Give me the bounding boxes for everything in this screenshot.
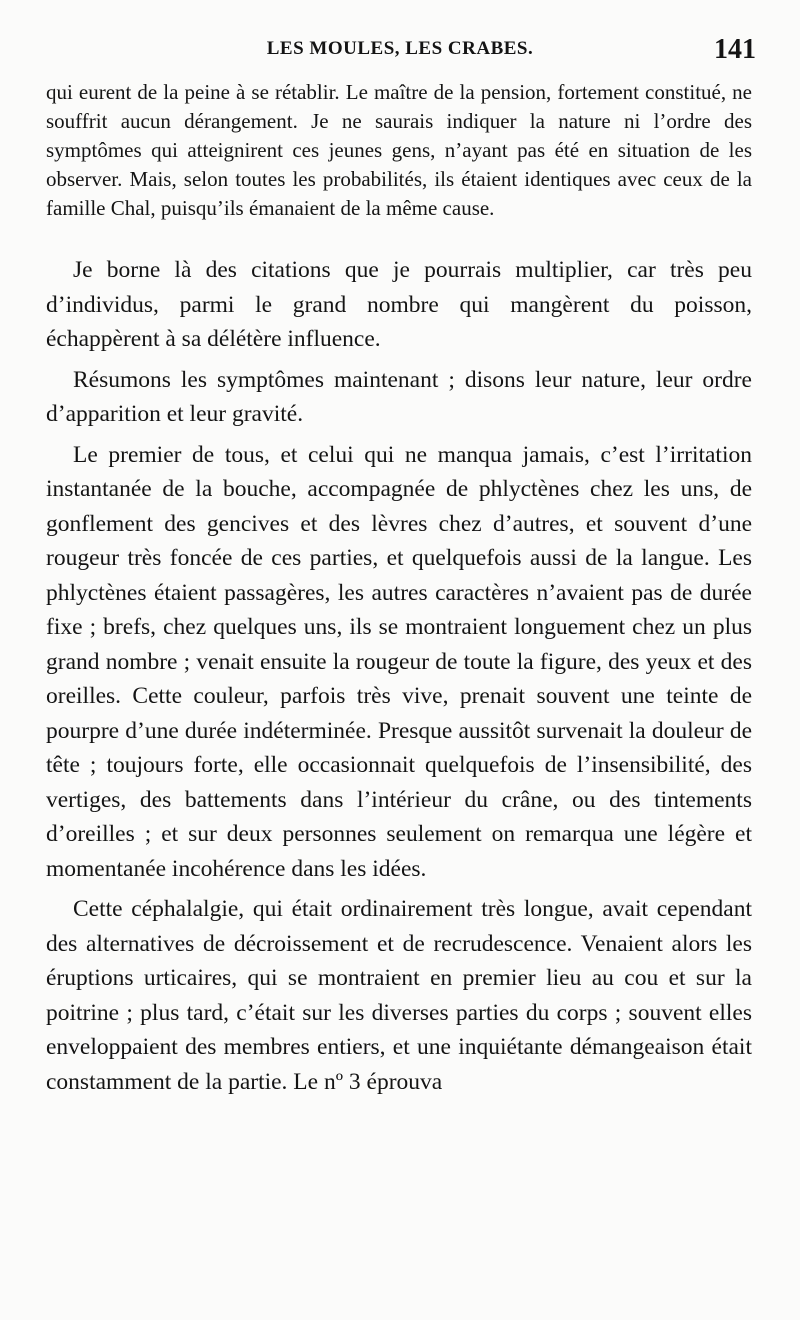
body-text [46,78,752,1099]
paragraph: Je borne là des citations que je pourrais multiplier, car très peu d’individus, parmi le grand nombre qui mangèrent du poisson, échappèrent à sa délétère influence. [46,257,752,352]
running-title: LES MOULES, LES CRABES. [266,38,534,59]
paragraph: Cette céphalalgie, qui était ordinairement très longue, avait cependant des alternatives de décroissement et de recrudescence. Venaient alors les éruptions urticaires, qui se montraient en premier lieu au cou et sur la poitrine ; plus tard, c’était sur les diverses parties du corps ; souvent elles enveloppaient des membres entiers, et une inquiétante démangeaison était constamment de la partie. Le nº 3 éprouva [46,896,752,1095]
paragraph: Résumons les symptômes maintenant ; disons leur nature, leur ordre d’apparition et leur gravité. [46,366,752,427]
paragraph: Le premier de tous, et celui qui ne manqua jamais, c’est l’irritation instantanée de la bouche, accompagnée de phlyctènes chez les uns, de gonflement des gencives et des lèvres chez d’autres, et souvent d’une rougeur très foncée de ces parties, et quelquefois aussi de la langue. Les phlyctènes étaient passagères, les autres caractères n’avaient pas de durée fixe ; brefs, chez quelques uns, ils se montraient longuement chez un plus grand nombre ; venait ensuite la rougeur de toute la figure, des yeux et des oreilles. Cette couleur, parfois très vive, prenait souvent une teinte de pourpre d’une durée indéterminée. Presque aussitôt survenait la douleur de tête ; toujours forte, elle occasionnait quelquefois de l’insensibilité, des vertiges, des battements dans l’intérieur du crâne, ou des tintements d’oreilles ; et sur deux personnes seulement on remarqua une légère et momentanée incohérence dans les idées. [46,441,752,882]
running-head [40,34,760,70]
paragraph-continued: qui eurent de la peine à se rétablir. Le maître de la pension, fortement constitué, ne souffrit aucun dérangement. Je ne saurais indiquer la nature ni l’ordre des symptômes qui atteignirent ces jeunes gens, n’ayant pas été en situation de les observer. Mais, selon toutes les probabilités, ils étaient identiques avec ceux de la famille Chal, puisqu’ils émanaient de la même cause. [46,80,752,220]
page-number: 141 [714,34,756,65]
